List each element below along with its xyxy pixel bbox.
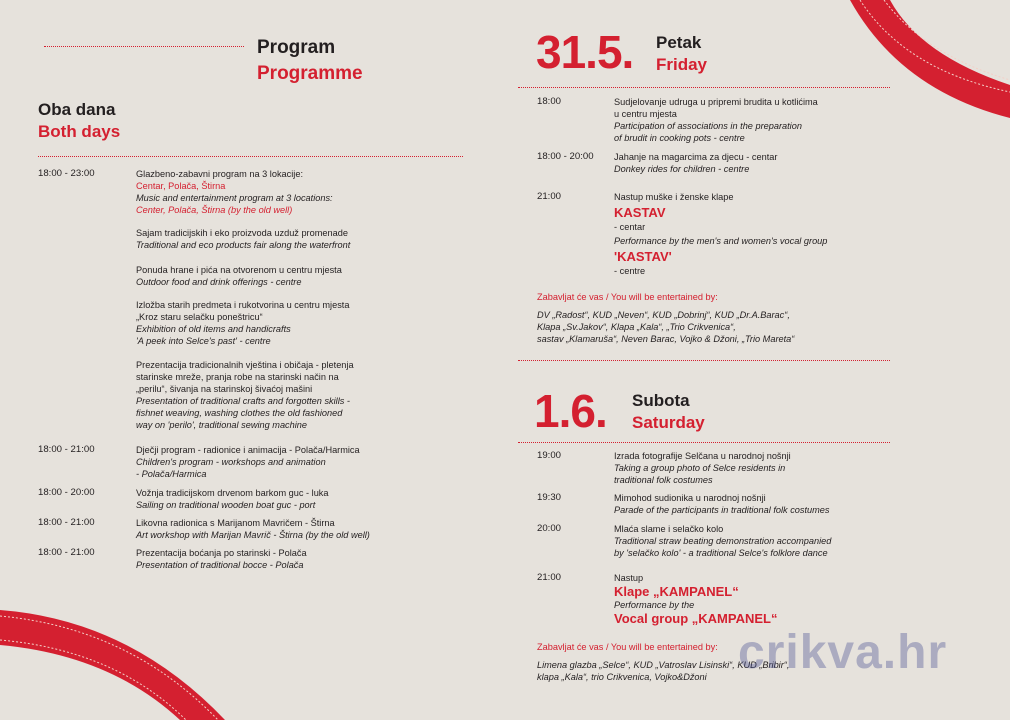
saturday-date: 1.6. bbox=[534, 385, 607, 437]
programme-title: Programme bbox=[257, 63, 363, 84]
both-days-en: Both days bbox=[38, 122, 121, 141]
left-item-2: Sajam tradicijskih i eko proizvoda uzduž promenade Traditional and eco products fair along the waterfront bbox=[136, 228, 351, 250]
friday-entertainers: Zabavljat će vas / You will be entertained by: DV „Radost“, KUD „Neven“, KUD „Dobrinj“, KUD „Dr.A.Barac“, Klapa „Sv.Jakov“, Klapa „Kala“, „Trio Crikvenica“, sastav „Klamaruša“, Neven Barac, Vojko & Džoni, „Trio Mareta“ bbox=[537, 292, 795, 344]
divider bbox=[518, 360, 890, 361]
divider bbox=[518, 87, 890, 88]
friday-day-hr: Petak bbox=[656, 33, 702, 52]
saturday-day-hr: Subota bbox=[632, 391, 690, 410]
saturday-entertainers: Zabavljat će vas / You will be entertained by: Limena glazba „Selce“, KUD „Vatroslav Lisinski“, KUD „Bribir“, klapa „Kala“, trio Crikvenica, Vojko&Džoni bbox=[537, 642, 790, 682]
header-dots bbox=[44, 46, 244, 47]
divider bbox=[518, 442, 890, 443]
left-item-5: Prezentacija tradicionalnih vještina i običaja - pletenja starinske mreže, pranja robe na starinski način na „perilu“, šivanja na starinskoj šivaćoj mašini Presentation of traditional crafts and forgotten skills - fishnet weaving, washing clothes the old fashioned way on 'perilo', traditional sewing machine bbox=[136, 360, 354, 430]
left-item-4: Izložba starih predmeta i rukotvorina u centru mjesta „Kroz staru selačku poneštricu“ Exhibition of old items and handicrafts 'A peek into Selce's past' - centre bbox=[136, 300, 350, 346]
ribbon-bottom-left bbox=[0, 600, 240, 720]
left-item-3: Ponuda hrane i pića na otvorenom u centru mjesta Outdoor food and drink offerings - centre bbox=[136, 265, 342, 287]
both-days-hr: Oba dana bbox=[38, 100, 116, 119]
friday-date: 31.5. bbox=[536, 26, 634, 78]
watermark: crikva.hr bbox=[738, 626, 948, 679]
saturday-day-en: Saturday bbox=[632, 413, 705, 432]
divider bbox=[38, 156, 463, 157]
friday-day-en: Friday bbox=[656, 55, 708, 74]
program-title: Program bbox=[257, 37, 336, 58]
